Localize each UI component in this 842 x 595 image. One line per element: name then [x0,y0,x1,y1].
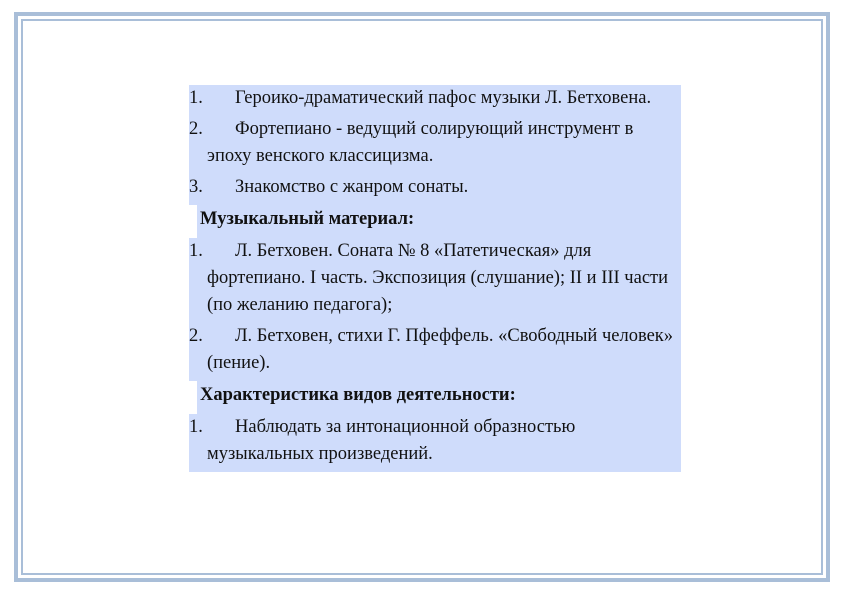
topics-list [189,85,681,205]
list-item [189,323,681,381]
list-item-number: 3. [189,177,203,197]
list-item [189,414,681,472]
list-item-number: 1. [189,88,203,108]
list-item-text: Знакомство с жанром сонаты. [235,177,469,197]
list-item-number: 2. [189,326,203,346]
list-item [189,174,681,205]
list-item-text: Фортепиано - ведущий солирующий инструмент в эпоху венского классицизма. [207,119,634,166]
list-item [189,116,681,174]
material-list [189,238,681,381]
section-heading-activities: Характеристика видов деятельности: [197,381,681,414]
list-item [189,238,681,323]
list-item-text: Героико-драматический пафос музыки Л. Бетховена. [235,88,652,108]
list-item-text: Л. Бетховен. Соната № 8 «Патетическая» для фортепиано. I часть. Экспозиция (слушание); II и III части (по желанию педагога); [207,241,669,315]
list-item-text: Наблюдать за интонационной образностью музыкальных произведений. [207,417,576,464]
slide-content [189,85,681,472]
list-item [189,85,681,116]
section-heading-material: Музыкальный материал: [197,205,681,238]
activities-list [189,414,681,472]
list-item-text: Л. Бетховен, стихи Г. Пфеффель. «Свободный человек» (пение). [207,326,674,373]
list-item-number: 1. [189,417,203,437]
list-item-number: 2. [189,119,203,139]
list-item-number: 1. [189,241,203,261]
